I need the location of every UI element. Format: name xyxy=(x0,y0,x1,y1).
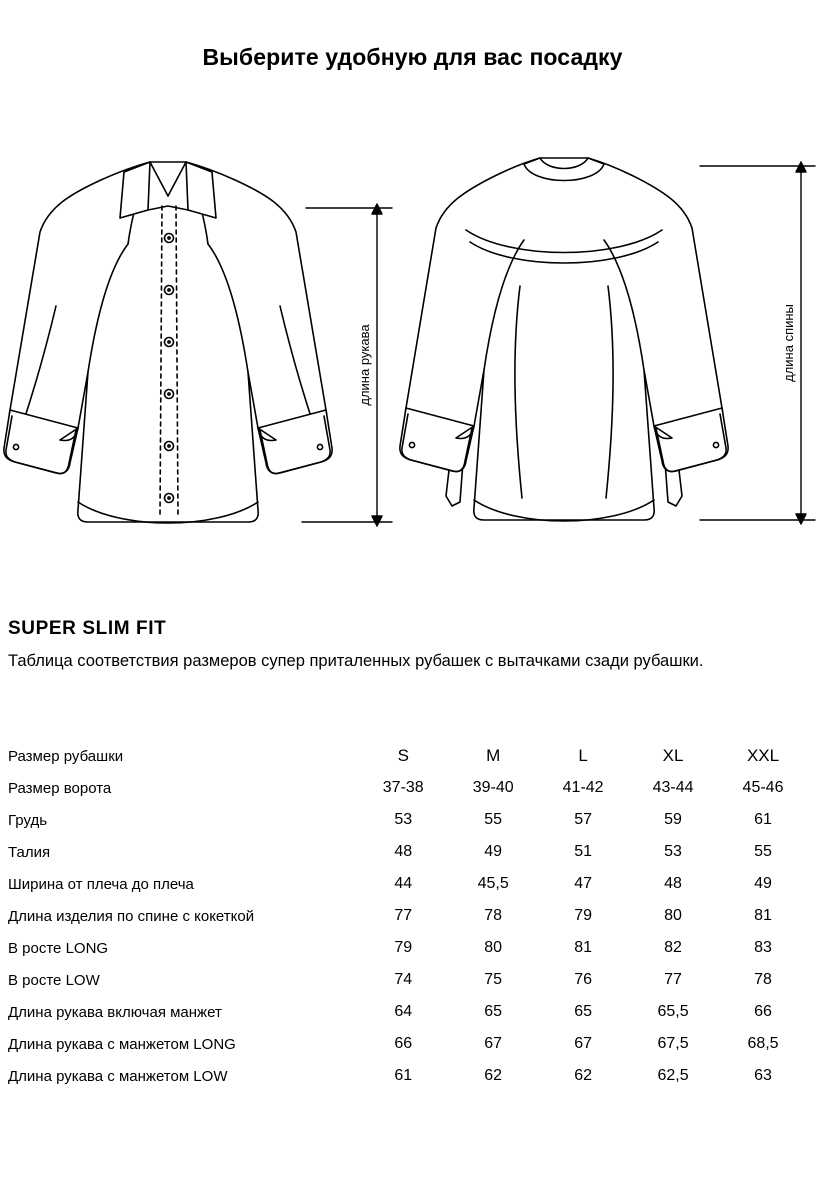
row-value: 61 xyxy=(394,1067,413,1084)
table-header-size-m: M xyxy=(486,746,501,765)
row-value: 62,5 xyxy=(657,1067,689,1084)
row-label: Грудь xyxy=(8,811,48,829)
row-label: Длина рукава с манжетом LONG xyxy=(8,1035,236,1053)
table-header-size-l: L xyxy=(578,746,588,765)
row-value: 53 xyxy=(394,811,413,828)
row-label: В росте LONG xyxy=(8,939,109,957)
row-value: 63 xyxy=(754,1067,772,1084)
row-value: 67 xyxy=(574,1035,593,1052)
row-value: 80 xyxy=(484,939,503,956)
fit-description-block xyxy=(8,618,808,674)
row-value: 62 xyxy=(484,1067,503,1084)
row-value: 67 xyxy=(484,1035,503,1052)
table-header-row xyxy=(8,740,808,772)
row-value: 65 xyxy=(484,1003,503,1020)
row-label: Длина рукава с манжетом LOW xyxy=(8,1067,228,1085)
row-value: 81 xyxy=(574,939,593,956)
row-value: 55 xyxy=(484,811,503,828)
fit-name: SUPER SLIM FIT xyxy=(8,618,167,639)
table-header-size-s: S xyxy=(397,746,409,765)
row-value: 68,5 xyxy=(747,1035,779,1052)
row-value: 75 xyxy=(484,971,503,988)
back-length-dimension xyxy=(700,162,815,524)
row-value: 45,5 xyxy=(477,875,509,892)
back-length-label: длина спины xyxy=(781,304,796,382)
row-value: 62 xyxy=(574,1067,593,1084)
row-value: 83 xyxy=(754,939,772,956)
row-value: 67,5 xyxy=(657,1035,689,1052)
row-value: 45-46 xyxy=(742,779,784,796)
row-label: Талия xyxy=(8,843,51,861)
row-value: 47 xyxy=(574,875,593,892)
row-value: 65 xyxy=(574,1003,593,1020)
table-header-size-xl: XL xyxy=(662,746,684,765)
row-value: 80 xyxy=(664,907,682,924)
table-row xyxy=(8,900,808,932)
row-value: 55 xyxy=(754,843,772,860)
row-value: 59 xyxy=(664,811,682,828)
row-value: 78 xyxy=(754,971,772,988)
table-row xyxy=(8,804,808,836)
row-value: 64 xyxy=(394,1003,413,1020)
row-value: 66 xyxy=(754,1003,772,1020)
row-value: 43-44 xyxy=(652,779,694,796)
table-row xyxy=(8,868,808,900)
row-value: 44 xyxy=(394,875,413,892)
row-label: В росте LOW xyxy=(8,971,100,989)
size-table-body xyxy=(8,740,808,1092)
row-value: 65,5 xyxy=(657,1003,689,1020)
row-value: 53 xyxy=(664,843,682,860)
table-row xyxy=(8,932,808,964)
row-value: 49 xyxy=(754,875,772,892)
row-value: 48 xyxy=(394,843,413,860)
table-row xyxy=(8,1028,808,1060)
table-row xyxy=(8,1060,808,1092)
row-value: 77 xyxy=(664,971,682,988)
row-value: 49 xyxy=(484,843,503,860)
size-table xyxy=(8,740,808,1092)
row-label: Размер ворота xyxy=(8,779,112,797)
row-value: 77 xyxy=(394,907,413,924)
row-value: 57 xyxy=(574,811,593,828)
row-value: 61 xyxy=(754,811,772,828)
row-value: 41-42 xyxy=(562,779,604,796)
table-header-size-xxl: XXL xyxy=(746,746,780,765)
row-value: 74 xyxy=(394,971,413,988)
front-shirt-drawing xyxy=(4,162,332,523)
row-value: 37-38 xyxy=(382,779,424,796)
row-value: 78 xyxy=(484,907,503,924)
table-row xyxy=(8,772,808,804)
table-header-label: Размер рубашки xyxy=(8,747,124,765)
table-row xyxy=(8,836,808,868)
row-label: Ширина от плеча до плеча xyxy=(8,875,194,893)
row-value: 48 xyxy=(664,875,682,892)
row-value: 51 xyxy=(574,843,593,860)
row-value: 66 xyxy=(394,1035,413,1052)
table-row xyxy=(8,964,808,996)
table-row xyxy=(8,996,808,1028)
row-value: 82 xyxy=(664,939,682,956)
fit-description: Таблица соответствия размеров супер приталенных рубашек с вытачками сзади рубашки. xyxy=(8,652,704,670)
row-label: Длина рукава включая манжет xyxy=(8,1003,222,1021)
row-label: Длина изделия по спине с кокеткой xyxy=(8,907,255,925)
shirt-illustrations xyxy=(0,110,825,580)
row-value: 39-40 xyxy=(472,779,514,796)
front-sleeve-length-label: длина рукава xyxy=(357,324,372,406)
row-value: 81 xyxy=(754,907,772,924)
page-title: Выберите удобную для вас посадку xyxy=(202,44,623,70)
back-shirt-drawing xyxy=(400,158,728,521)
row-value: 79 xyxy=(394,939,413,956)
row-value: 79 xyxy=(574,907,593,924)
row-value: 76 xyxy=(574,971,593,988)
